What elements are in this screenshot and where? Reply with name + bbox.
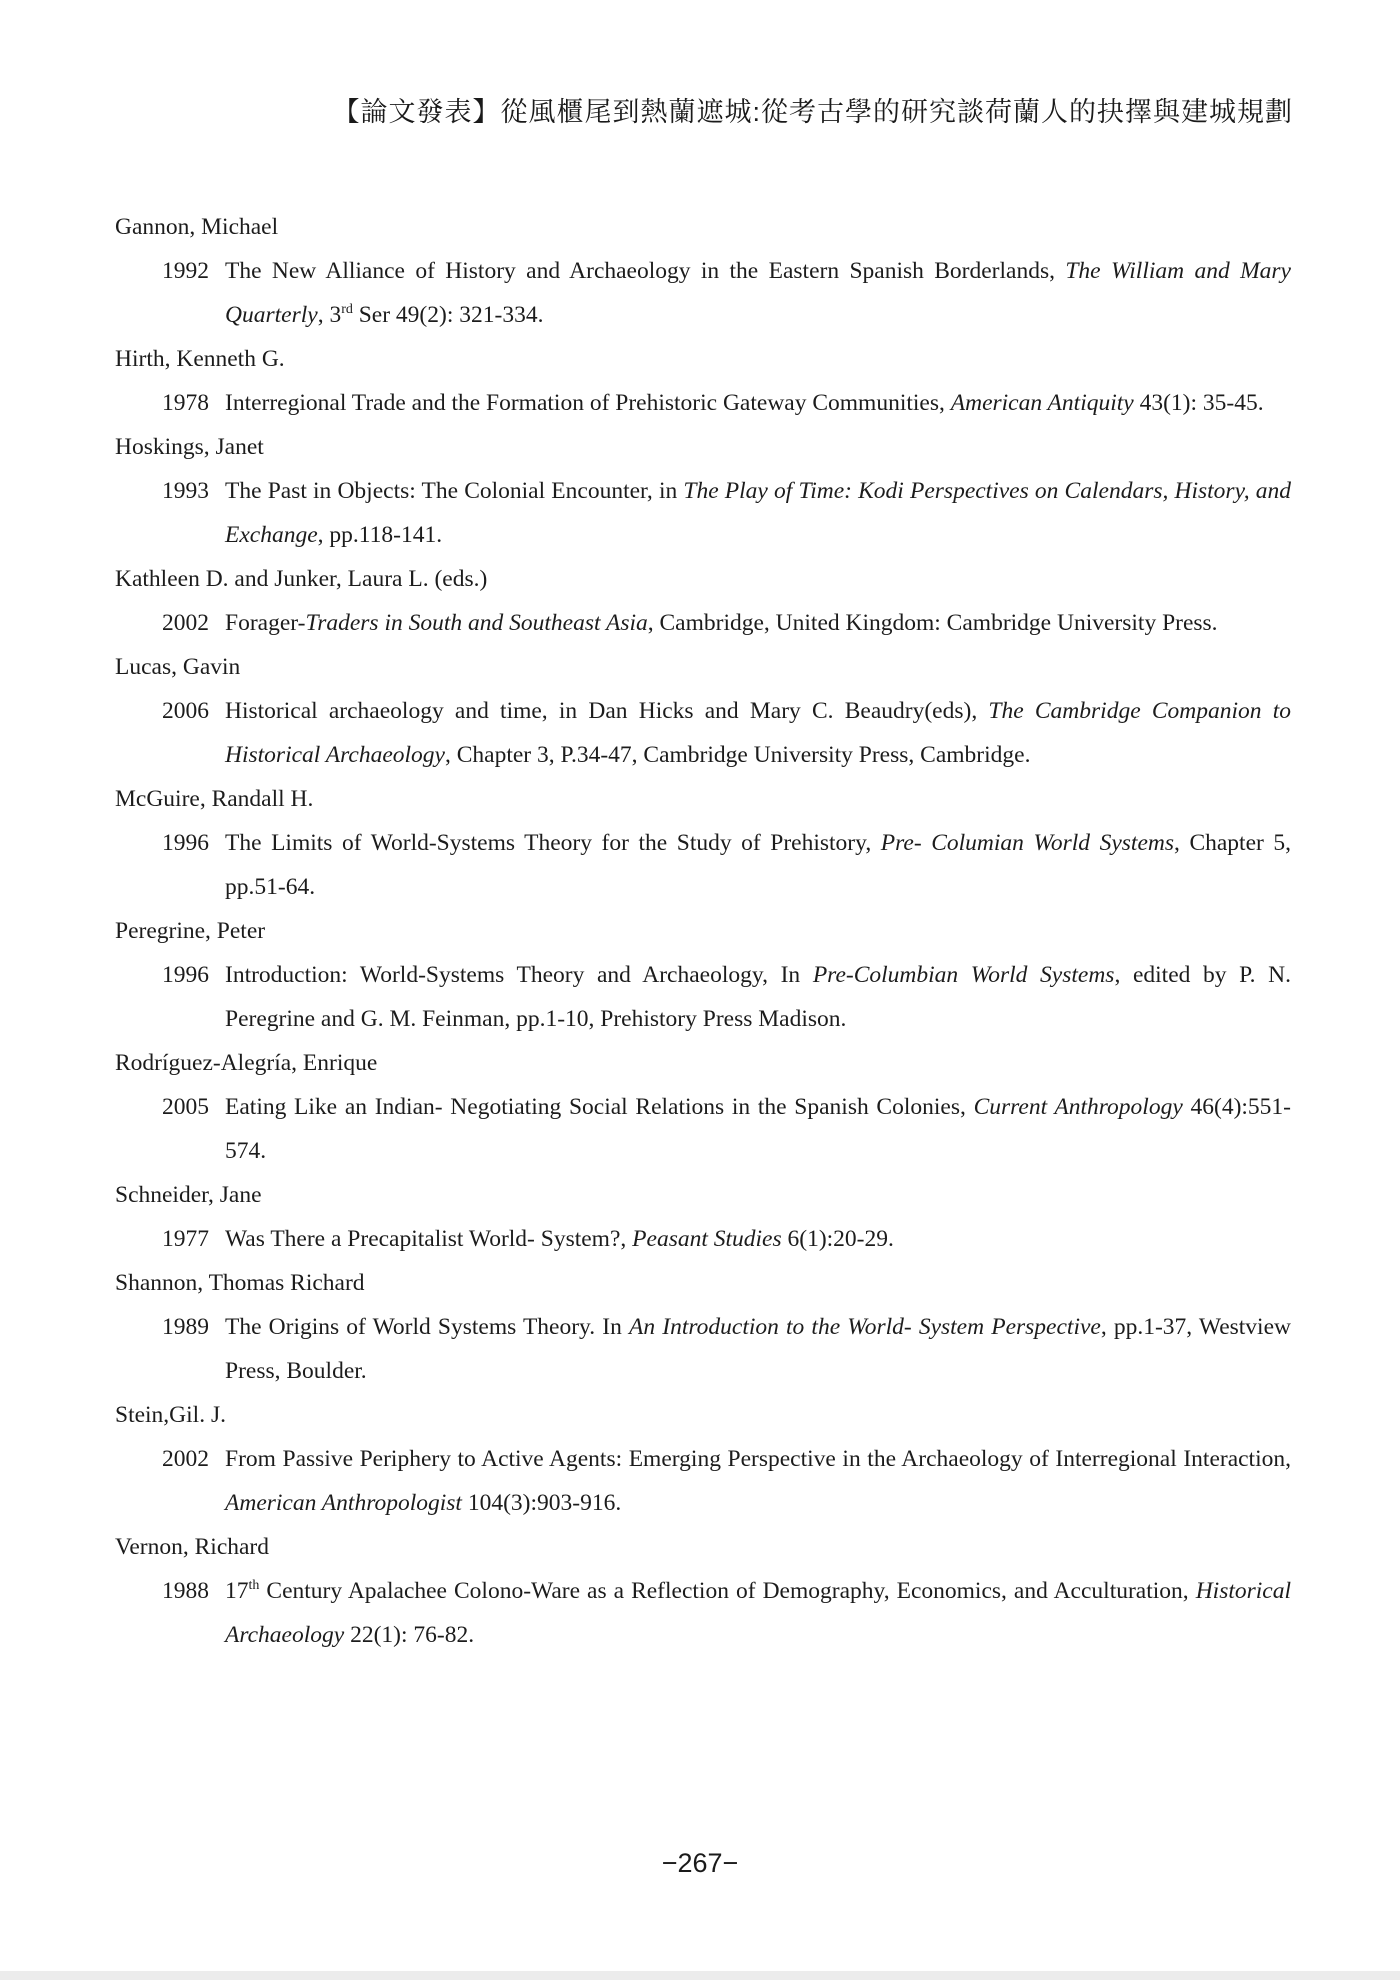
reference-text-segment: 46(4):551-574. — [225, 1094, 1291, 1164]
reference-text-segment: rd — [341, 302, 353, 318]
reference-text-segment: American Antiquity — [950, 390, 1134, 416]
entry-author: Hoskings, Janet — [115, 434, 264, 460]
reference-text-segment: Was There a Precapitalist World- System?, — [225, 1226, 633, 1252]
entry-author: Peregrine, Peter — [115, 918, 266, 944]
entry-reference — [162, 381, 1291, 425]
entry-reference — [162, 1305, 1291, 1393]
entry-reference — [162, 821, 1291, 909]
entry-year: 1978 — [162, 390, 209, 416]
page-number: −267− — [661, 1848, 739, 1878]
bibliography-entry — [115, 557, 1291, 645]
bibliography-entry — [115, 1261, 1291, 1393]
reference-text-segment: Pre-Columbian World Systems — [812, 962, 1115, 988]
reference-text-segment: 43(1): 35-45. — [1133, 390, 1264, 416]
bibliography-entry — [115, 337, 1291, 425]
reference-text-segment: th — [248, 1578, 260, 1594]
reference-text-segment: 17 — [225, 1578, 249, 1604]
bibliography-entry — [115, 909, 1291, 1041]
bibliography-entry — [115, 1393, 1291, 1525]
entry-reference — [162, 1085, 1291, 1173]
header-title: 【論文發表】從風櫃尾到熱蘭遮城:從考古學的研究談荷蘭人的抉擇與建城規劃 — [332, 97, 1293, 127]
bibliography-entry — [115, 425, 1291, 557]
reference-text-segment: The Origins of World Systems Theory. In — [225, 1314, 630, 1340]
entry-author: Vernon, Richard — [115, 1534, 270, 1560]
reference-text-segment: , pp.118-141. — [317, 522, 443, 548]
entry-author: Lucas, Gavin — [115, 654, 241, 680]
reference-text-segment: , Cambridge, United Kingdom: Cambridge University Press. — [647, 610, 1218, 636]
entry-author: McGuire, Randall H. — [115, 786, 314, 812]
bibliography-entry — [115, 205, 1291, 337]
reference-text-segment: 22(1): 76-82. — [344, 1622, 475, 1648]
reference-text-segment: The Limits of World-Systems Theory for the Study of Prehistory, — [225, 830, 881, 856]
entry-reference — [162, 469, 1291, 557]
entry-year: 1996 — [162, 962, 209, 988]
reference-text-segment: Interregional Trade and the Formation of Prehistoric Gateway Communities, — [225, 390, 951, 416]
entry-year: 1988 — [162, 1578, 209, 1604]
entry-year: 1993 — [162, 478, 209, 504]
bibliography-entry — [115, 777, 1291, 909]
reference-text-segment: 6(1):20-29. — [781, 1226, 894, 1252]
reference-text-segment: The Past in Objects: The Colonial Encounter, in — [225, 478, 684, 504]
entry-year: 2005 — [162, 1094, 209, 1120]
entry-year: 1992 — [162, 258, 209, 284]
reference-text-segment: Introduction: World-Systems Theory and Archaeology, In — [225, 962, 813, 988]
reference-text-segment: Eating Like an Indian- Negotiating Social Relations in the Spanish Colonies, — [225, 1094, 974, 1120]
entry-author: Rodríguez-Alegría, Enrique — [115, 1050, 378, 1076]
reference-text-segment: Historical archaeology and time, in Dan Hicks and Mary C. Beaudry(eds), — [225, 698, 989, 724]
entry-author: Stein,Gil. J. — [115, 1402, 226, 1428]
entry-year: 1977 — [162, 1226, 209, 1252]
entry-reference — [162, 953, 1292, 1041]
reference-text-segment: 104(3):903-916. — [461, 1490, 622, 1516]
bibliography-entry — [115, 645, 1291, 777]
reference-text-segment: Peasant Studies — [632, 1226, 782, 1252]
entry-year: 2002 — [162, 1446, 209, 1472]
reference-text-segment: The New Alliance of History and Archaeology in the Eastern Spanish Borderlands, — [225, 258, 1066, 284]
reference-text-segment: , Chapter 3, P.34-47, Cambridge University Press, Cambridge. — [444, 742, 1031, 768]
bibliography-list — [115, 205, 1291, 1657]
reference-text-segment: The Cambridge Companion to Historical Archaeology — [225, 698, 1291, 768]
entry-year: 2002 — [162, 610, 209, 636]
entry-reference — [162, 1437, 1291, 1525]
bibliography-entry — [115, 1041, 1291, 1173]
reference-text-segment: Forager- — [225, 610, 306, 636]
reference-text-segment: American Anthropologist — [225, 1490, 462, 1516]
reference-text-segment: Current Anthropology — [973, 1094, 1183, 1120]
entry-reference — [162, 601, 1291, 645]
entry-reference — [162, 1217, 1291, 1261]
entry-author: Hirth, Kenneth G. — [115, 346, 285, 372]
entry-author: Schneider, Jane — [115, 1182, 262, 1208]
reference-text-segment: From Passive Periphery to Active Agents: Emerging Perspective in the Archaeology of Interregional Interaction, — [225, 1446, 1291, 1472]
bibliography-entry — [115, 1525, 1291, 1657]
entry-year: 2006 — [162, 698, 209, 724]
reference-text-segment: Historical Archaeology — [225, 1578, 1291, 1648]
reference-text-segment: The William and Mary Quarterly — [225, 258, 1291, 328]
entry-reference — [162, 249, 1291, 337]
reference-text-segment: , 3 — [317, 302, 342, 328]
bibliography-entry — [115, 1173, 1291, 1261]
reference-text-segment: An Introduction to the World- System Perspective — [629, 1314, 1101, 1340]
page-footer — [0, 1848, 1400, 1879]
entry-year: 1996 — [162, 830, 209, 856]
entry-author: Kathleen D. and Junker, Laura L. (eds.) — [115, 566, 488, 592]
reference-text-segment: Pre- Columian World Systems — [880, 830, 1175, 856]
entry-year: 1989 — [162, 1314, 209, 1340]
entry-author: Gannon, Michael — [115, 214, 279, 240]
reference-text-segment: Traders in South and Southeast Asia — [305, 610, 648, 636]
scan-edge-artifact — [0, 1971, 1400, 1980]
reference-text-segment: Ser 49(2): 321-334. — [352, 302, 544, 328]
entry-reference — [162, 689, 1291, 777]
page-header — [115, 90, 1293, 129]
entry-author: Shannon, Thomas Richard — [115, 1270, 365, 1296]
reference-text-segment: , Chapter 5, pp.51-64. — [225, 830, 1291, 900]
reference-text-segment: The Play of Time: Kodi Perspectives on Calendars, History, and Exchange — [225, 478, 1291, 548]
entry-reference — [162, 1569, 1291, 1657]
reference-text-segment: Century Apalachee Colono-Ware as a Reflection of Demography, Economics, and Acculturation, — [259, 1578, 1196, 1604]
reference-text-segment: , pp.1-37, Westview Press, Boulder. — [225, 1314, 1291, 1384]
reference-text-segment: , edited by P. N. Peregrine and G. M. Feinman, pp.1-10, Prehistory Press Madison. — [225, 962, 1292, 1032]
